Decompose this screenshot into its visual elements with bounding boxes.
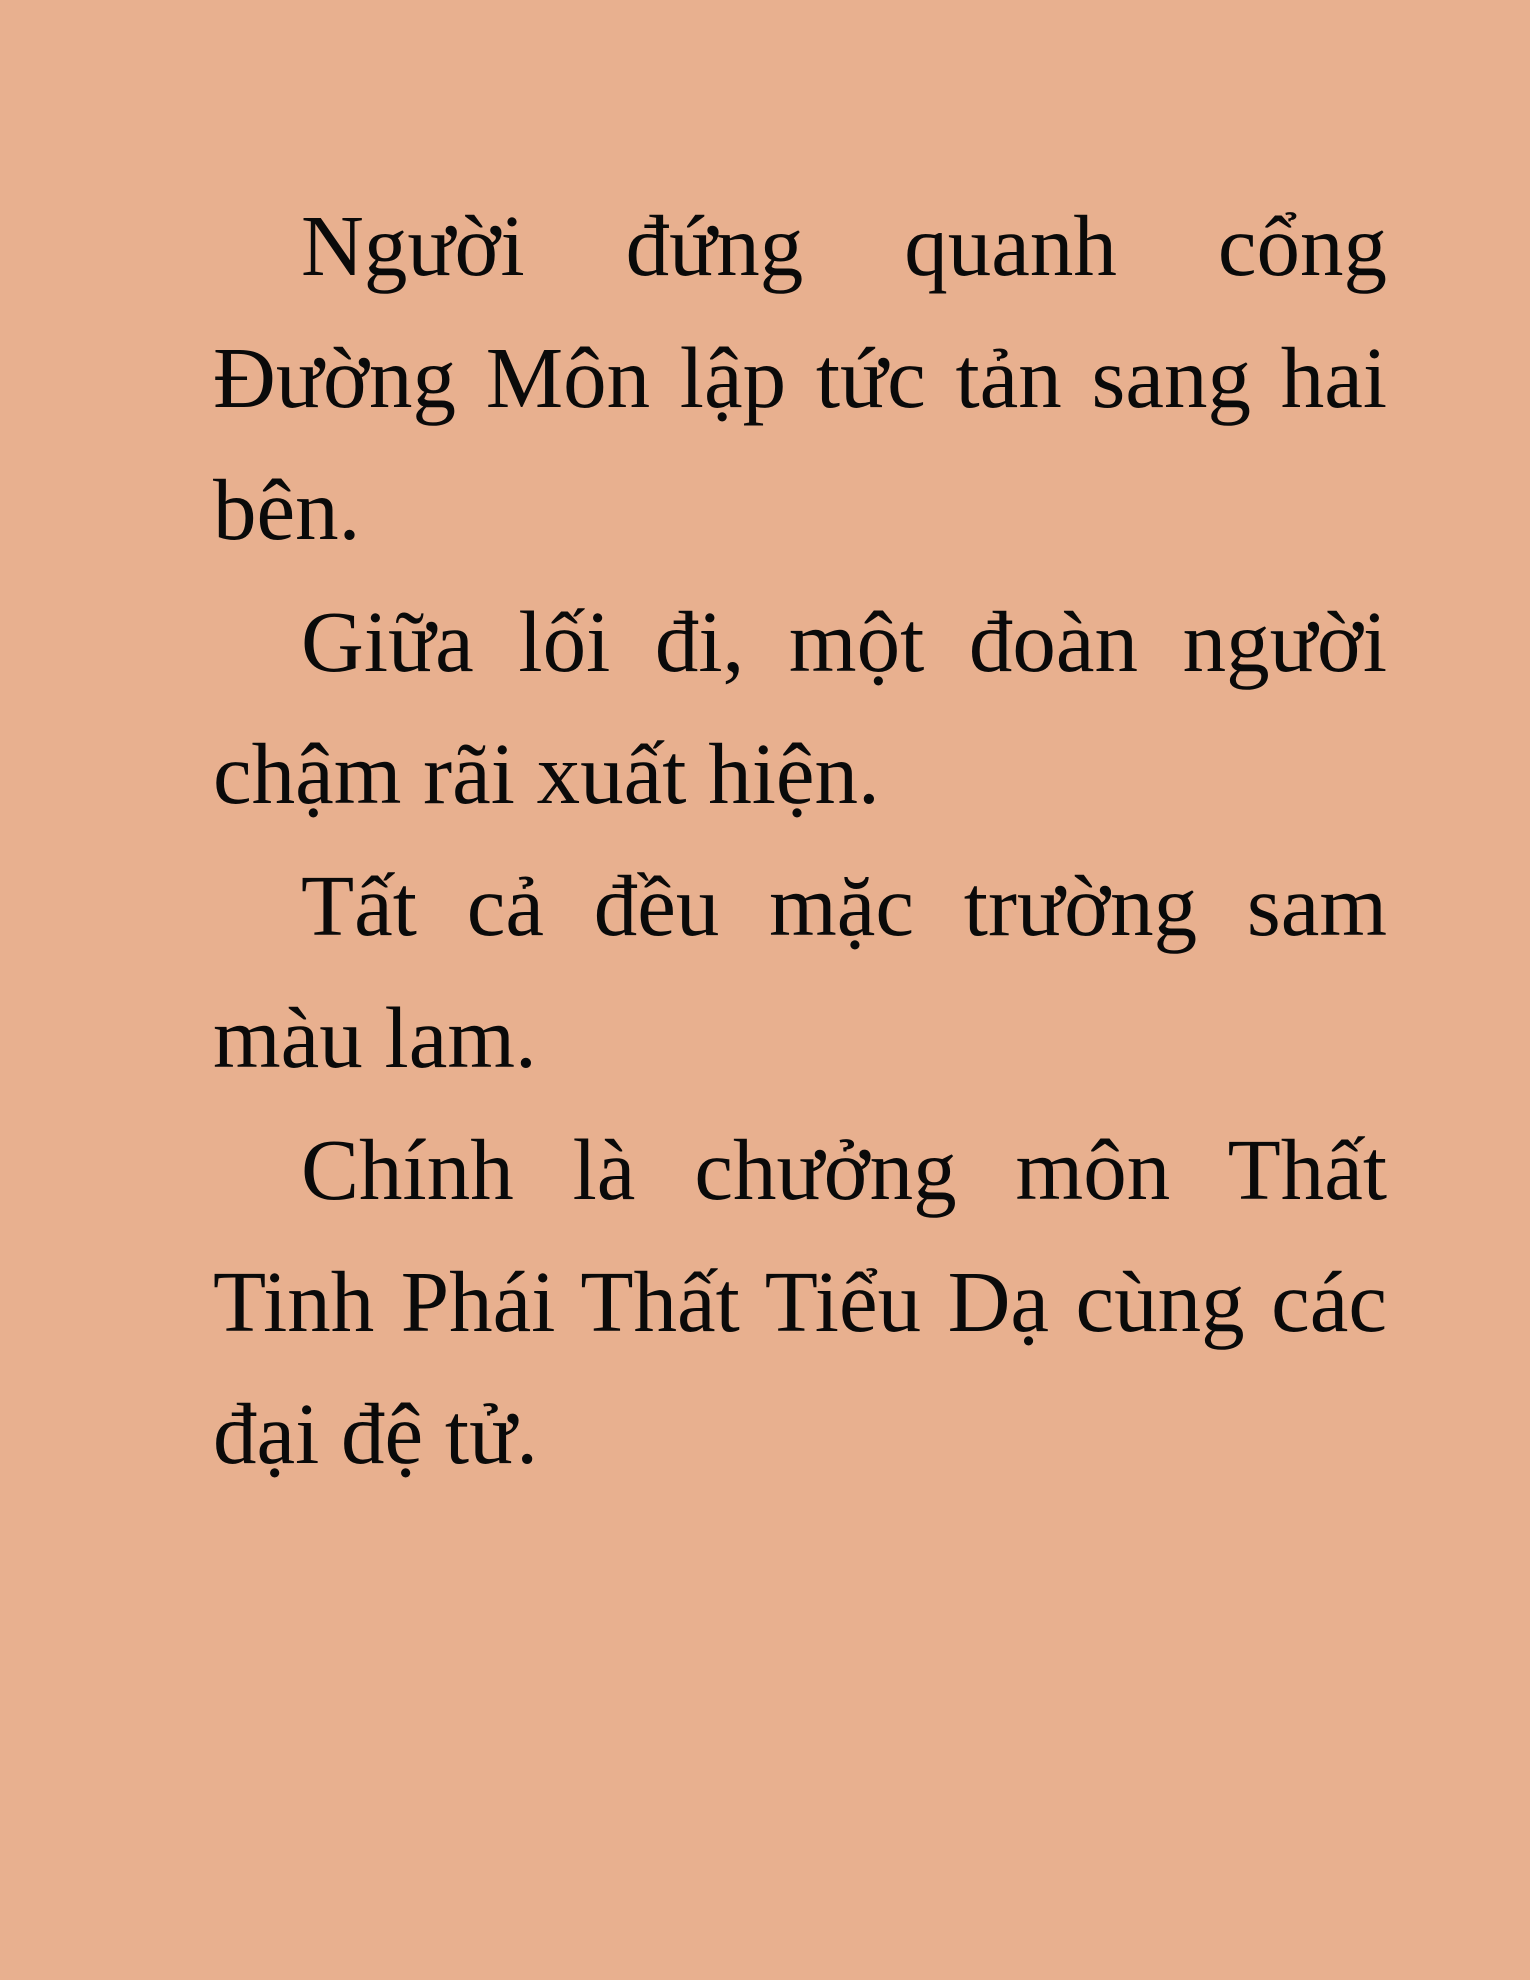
paragraph-4: Chính là chưởng môn Thất Tinh Phái Thất Tiểu Dạ cùng các đại đệ tử. [213, 1121, 1387, 1482]
paragraph-1: Người đứng quanh cổng Đường Môn lập tức tản sang hai bên. [213, 197, 1387, 558]
paragraph-3: Tất cả đều mặc trường sam màu lam. [213, 857, 1387, 1086]
story-text [213, 180, 1387, 1500]
paragraph-2: Giữa lối đi, một đoàn người chậm rãi xuất hiện. [213, 593, 1387, 822]
